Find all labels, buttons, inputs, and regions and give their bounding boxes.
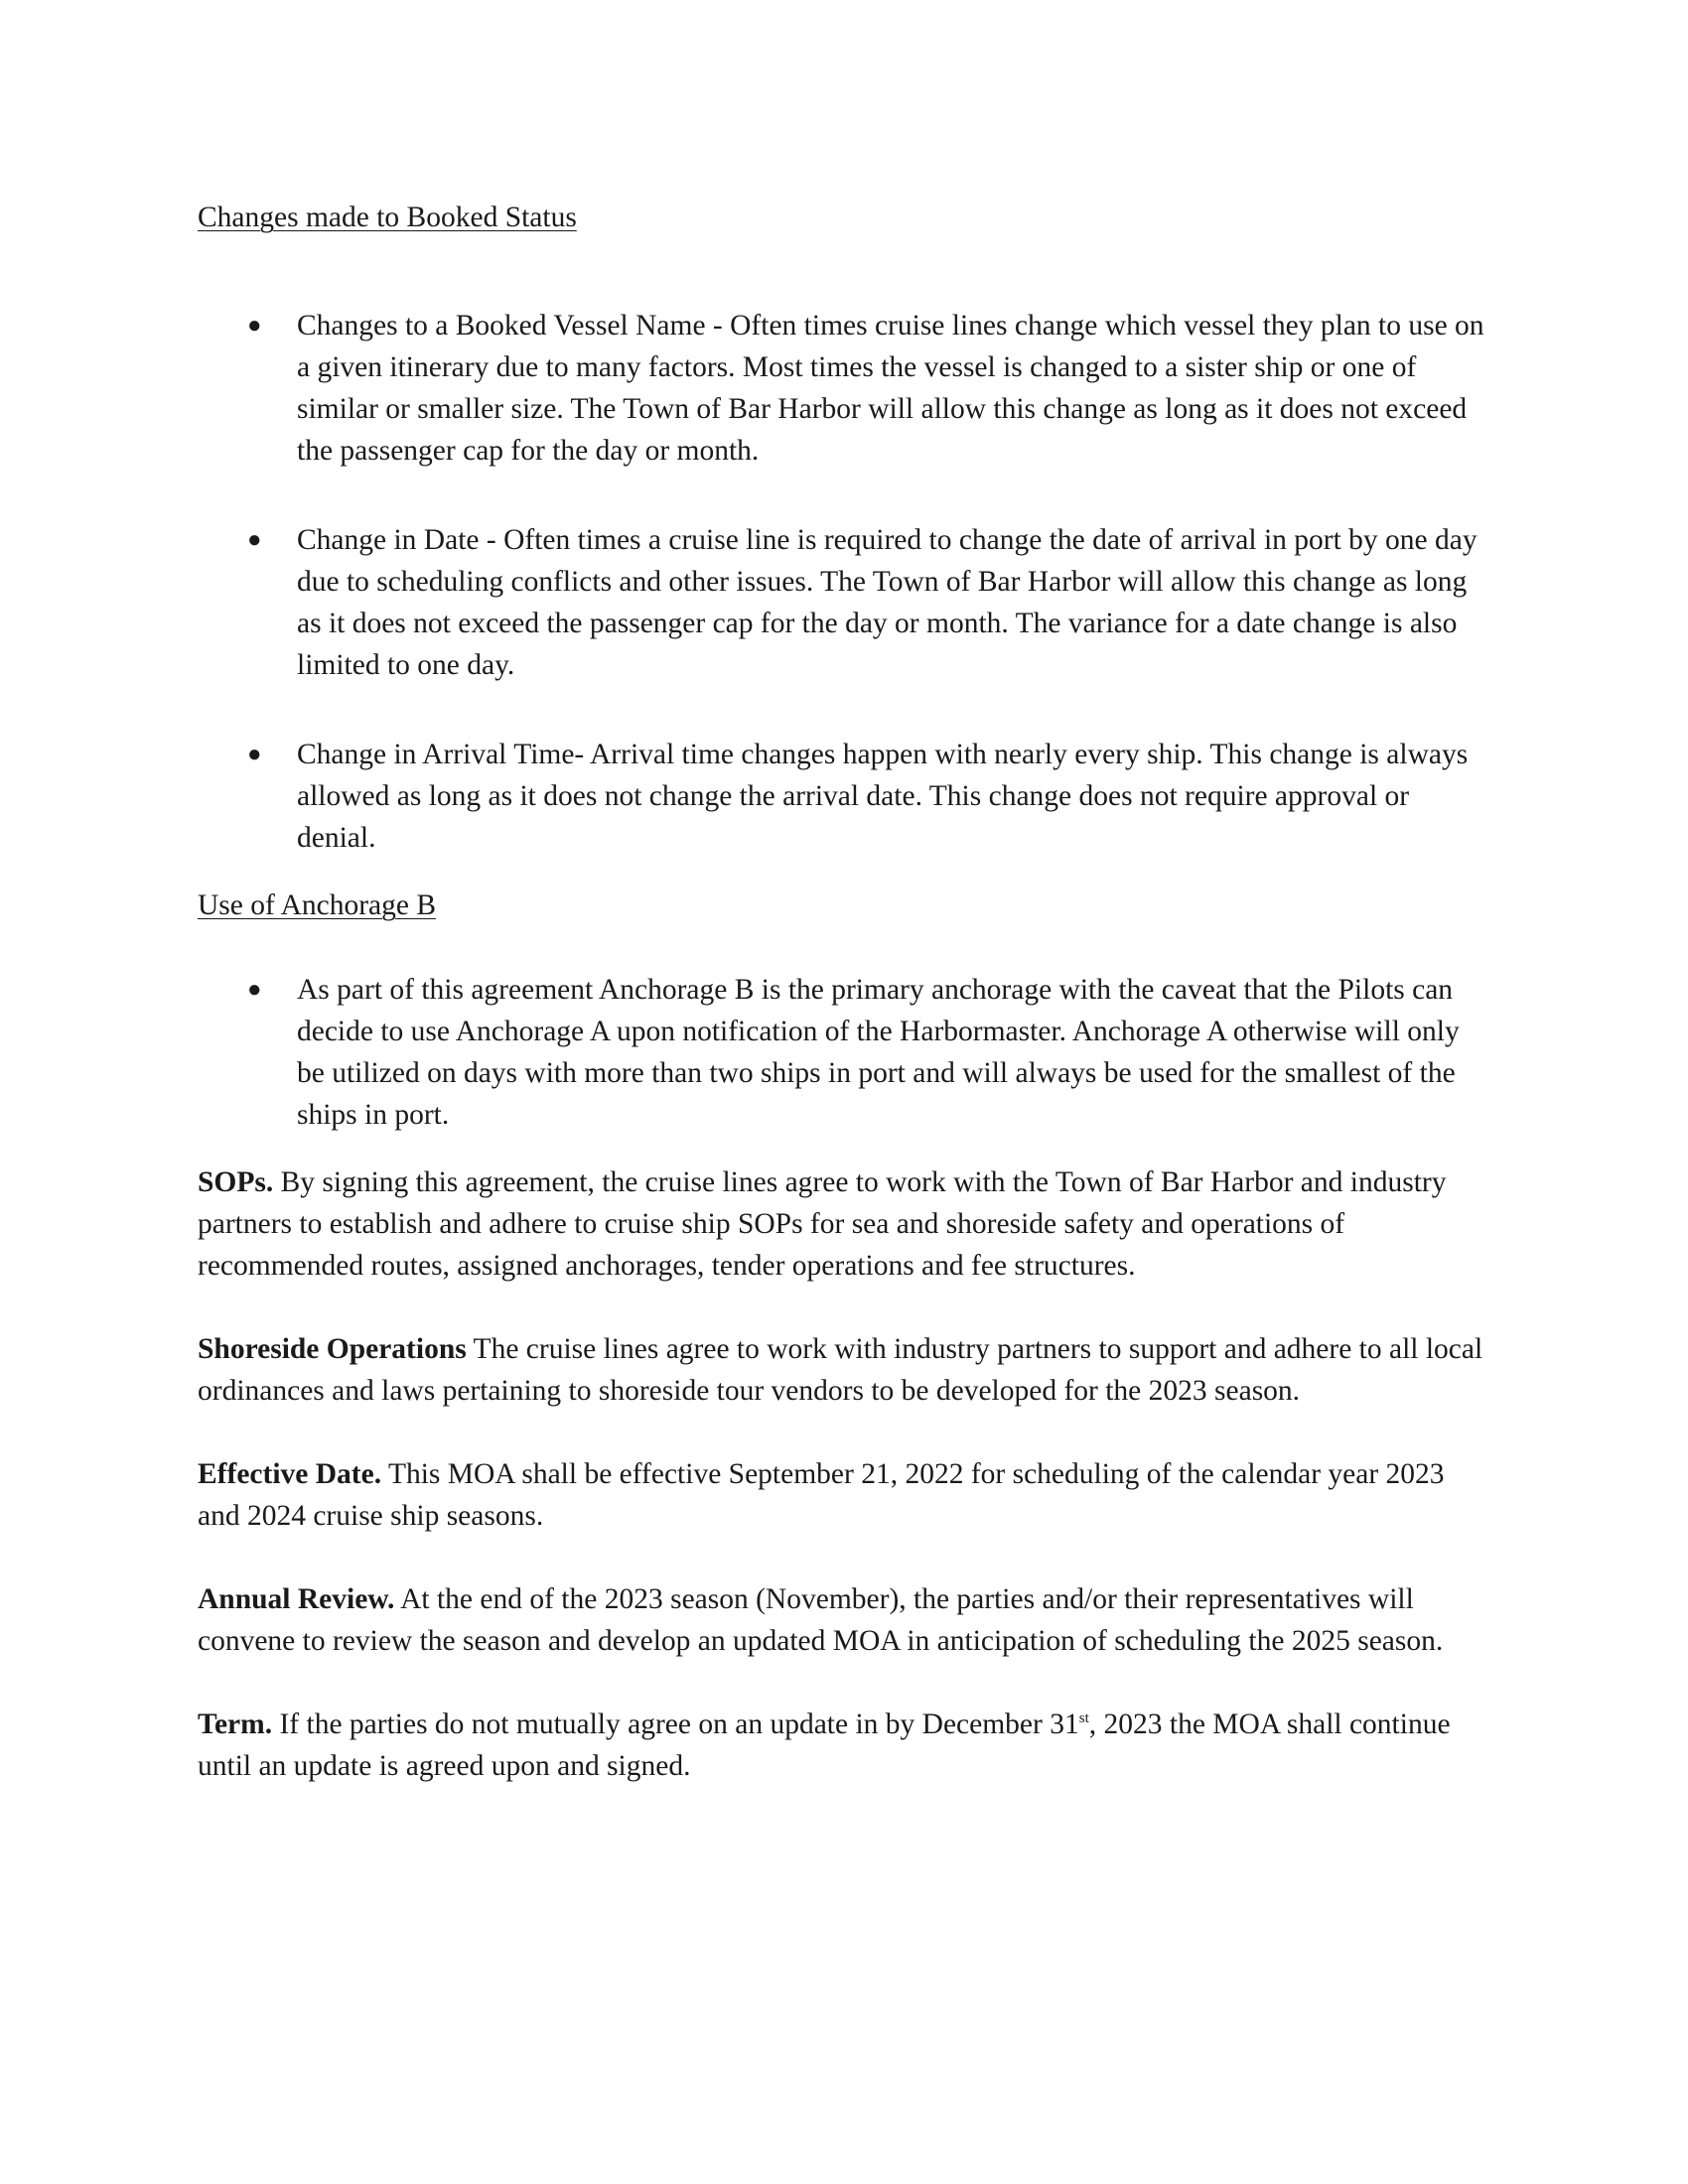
paragraph-text: By signing this agreement, the cruise lines agree to work with the Town of Bar Harbor and industry partners to establish and adhere to cruise ship SOPs for sea and shoreside safety and operations of recommended routes, assigned anchorages, tender operations and fee structures. [198, 1166, 1447, 1282]
anchorage-list [198, 969, 1488, 1136]
bullet-icon: ● [247, 313, 262, 339]
paragraph-sops [198, 1161, 1488, 1287]
list-item [198, 734, 1488, 859]
paragraph-term [198, 1704, 1488, 1787]
paragraph-annual-review [198, 1578, 1488, 1662]
paragraph-text: At the end of the 2023 season (November), the parties and/or their representatives will convene to review the season and develop an updated MOA in anticipation of scheduling the 2025 season. [198, 1583, 1444, 1657]
ordinal-superscript: st [1078, 1710, 1089, 1727]
paragraph-label: Shoreside Operations [198, 1333, 467, 1365]
list-item-text: Changes to a Booked Vessel Name - Often times cruise lines change which vessel they plan to use on a given itinerary due to many factors. Most times the vessel is changed to a sister ship or one of similar or smaller size. The Town of Bar Harbor will allow this change as long as it does not exceed the passenger cap for the day or month. [297, 310, 1484, 467]
list-item-text: Change in Date - Often times a cruise line is required to change the date of arrival in port by one day due to scheduling conflicts and other issues. The Town of Bar Harbor will allow this change as long as it does not exceed the passenger cap for the day or month. The variance for a date change is also limited to one day. [297, 524, 1477, 681]
heading-anchorage: Use of Anchorage B [198, 889, 437, 921]
paragraph-effective-date [198, 1453, 1488, 1537]
bullet-icon: ● [247, 977, 262, 1003]
paragraph-text: The cruise lines agree to work with industry partners to support and adhere to all local ordinances and laws pertaining to shoreside tour vendors to be developed for the 2023 season. [198, 1333, 1483, 1407]
list-item [198, 305, 1488, 472]
paragraph-label: Effective Date. [198, 1458, 382, 1490]
bullet-icon: ● [247, 527, 262, 553]
paragraph-text: If the parties do not mutually agree on an update in by December 31 [272, 1708, 1079, 1740]
list-item [198, 969, 1488, 1136]
document-body [198, 197, 1488, 1829]
list-item-text: Change in Arrival Time- Arrival time changes happen with nearly every ship. This change is always allowed as long as it does not change the arrival date. This change does not require approval or denial. [297, 739, 1469, 854]
paragraph-text: This MOA shall be effective September 21, 2022 for scheduling of the calendar year 2023 and 2024 cruise ship seasons. [198, 1458, 1445, 1532]
list-item-text: As part of this agreement Anchorage B is the primary anchorage with the caveat that the Pilots can decide to use Anchorage A upon notification of the Harbormaster. Anchorage A otherwise will only be utilized on days with more than two ships in port and will always be used for the smallest of the ships in port. [297, 974, 1460, 1131]
list-item [198, 519, 1488, 686]
paragraph-label: Term. [198, 1708, 273, 1740]
heading-booked-status: Changes made to Booked Status [198, 202, 577, 233]
paragraph-label: SOPs. [198, 1166, 274, 1198]
booked-status-list [198, 305, 1488, 859]
paragraph-label: Annual Review. [198, 1583, 395, 1615]
bullet-icon: ● [247, 742, 262, 767]
paragraph-text: , 2023 the MOA shall continue until an update is agreed upon and signed. [198, 1708, 1451, 1782]
paragraph-shoreside-operations [198, 1328, 1488, 1412]
